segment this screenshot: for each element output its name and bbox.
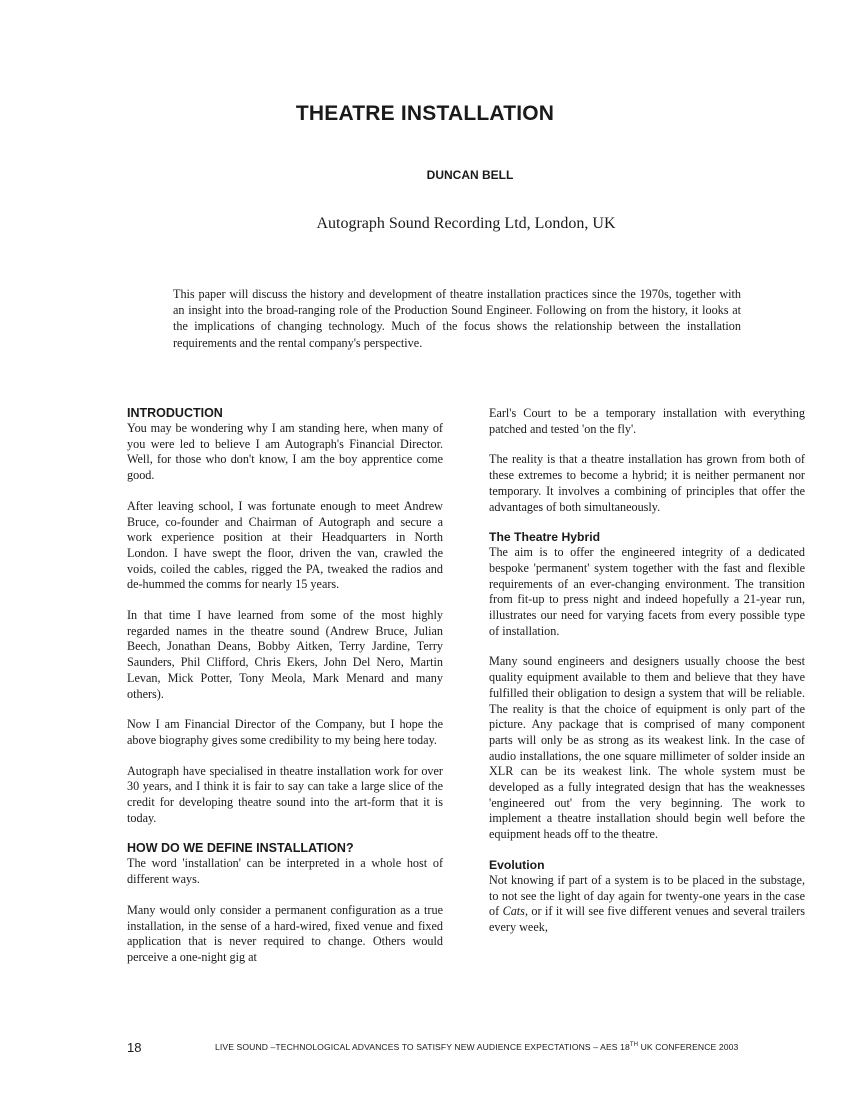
- author-name: DUNCAN BELL: [426, 168, 514, 182]
- text-run: , or if it will see five different venues and several trailers every week,: [489, 904, 805, 934]
- right-column: [489, 406, 805, 936]
- text-run: Not knowing if part of a system is to be placed in the substage, to not see the light of day again for twenty-one years in the case of: [489, 872, 805, 919]
- footer-text: LIVE SOUND –TECHNOLOGICAL ADVANCES TO SATISFY NEW AUDIENCE EXPECTATIONS – AES 18: [215, 1042, 630, 1052]
- subsection-heading-theatre-hybrid: The Theatre Hybrid: [489, 530, 601, 545]
- page-number: 18: [127, 1040, 142, 1055]
- section-heading-define-installation: HOW DO WE DEFINE INSTALLATION?: [127, 841, 354, 856]
- italic-title-cats: Cats: [502, 904, 525, 919]
- paragraph: The aim is to offer the engineered integrity of a dedicated bespoke 'permanent' system together with the fast and flexible requirements of an ever-changing environment. The transition from fit-up to press night and indeed hopefully a 21-year run, illustrates our need for varying facets from every possible type of installation.: [489, 545, 805, 638]
- paragraph: Earl's Court to be a temporary installation with everything patched and tested 'on the fly'.: [489, 406, 805, 436]
- paragraph: The word 'installation' can be interpreted in a whole host of different ways.: [127, 856, 443, 887]
- paper-title: THEATRE INSTALLATION: [295, 102, 555, 125]
- section-heading-introduction: INTRODUCTION: [127, 406, 223, 420]
- subsection-heading-evolution: Evolution: [489, 857, 545, 872]
- paragraph: [489, 873, 805, 936]
- footer-superscript: TH: [629, 1042, 639, 1049]
- paragraph: You may be wondering why I am standing here, when many of you were led to believe I am Autograph's Financial Director. Well, for those who don't know, I am the boy apprentice come good.: [127, 421, 443, 483]
- paragraph: Many sound engineers and designers usually choose the best quality equipment available to them and believe that they have fulfilled their obligation to design a system that will be reliable. The reality is that the choice of equipment is only part of the picture. Any package that is comprised of many component parts will only be as strong as its weakest link. In the case of audio installations, the one square millimeter of solder inside an XLR can be its weakest link. The whole system must be developed as a fully integrated design that has the weaknesses 'engineered out' from the very beginning. The work to implement a theatre installation should begin well before the equipment heads off to the theatre.: [489, 654, 805, 842]
- paragraph: In that time I have learned from some of the most highly regarded names in the theatre sound (Andrew Bruce, Julian Beech, Jonathan Deans, Bobby Aitken, Terry Jardine, Terry Saunders, Phil Clifford, Chris Ekers, John Del Nero, Martin Levan, Mick Potter, Tony Meola, Mark Menard and many others).: [127, 608, 443, 701]
- paragraph: Autograph have specialised in theatre installation work for over 30 years, and I think it is fair to say can take a large slice of the credit for developing theatre sound into the art-form that it is today.: [127, 763, 443, 825]
- left-column: [127, 406, 443, 966]
- paragraph: The reality is that a theatre installation has grown from both of these extremes to become a hybrid; it is neither permanent nor temporary. It involves a combining of principles that offer the advantages of both simultaneously.: [489, 452, 805, 514]
- author-affiliation: Autograph Sound Recording Ltd, London, UK: [316, 215, 616, 232]
- abstract: This paper will discuss the history and development of theatre installation practices since the 1970s, together with an insight into the broad-ranging role of the Production Sound Engineer. Following on from the history, it looks at the implications of changing technology. Much of the focus shows the relationship between the installation requirements and the rental company's perspective.: [173, 287, 741, 350]
- running-footer: [215, 1042, 738, 1052]
- paragraph: Now I am Financial Director of the Company, but I hope the above biography gives some credibility to my being here today.: [127, 717, 443, 747]
- footer-text: UK CONFERENCE 2003: [638, 1042, 739, 1052]
- paragraph: After leaving school, I was fortunate enough to meet Andrew Bruce, co-founder and Chairman of Autograph and secure a work experience position at their Headquarters in North London. I have swept the floor, driven the van, crawled the voids, coiled the cables, rigged the PA, tweaked the radios and de-hummed the comms for nearly 15 years.: [127, 498, 443, 592]
- paragraph: Many would only consider a permanent configuration as a true installation, in the sense of a hard-wired, fixed venue and fixed application that is never required to change. Others would perceive a one-night gig at: [127, 902, 443, 964]
